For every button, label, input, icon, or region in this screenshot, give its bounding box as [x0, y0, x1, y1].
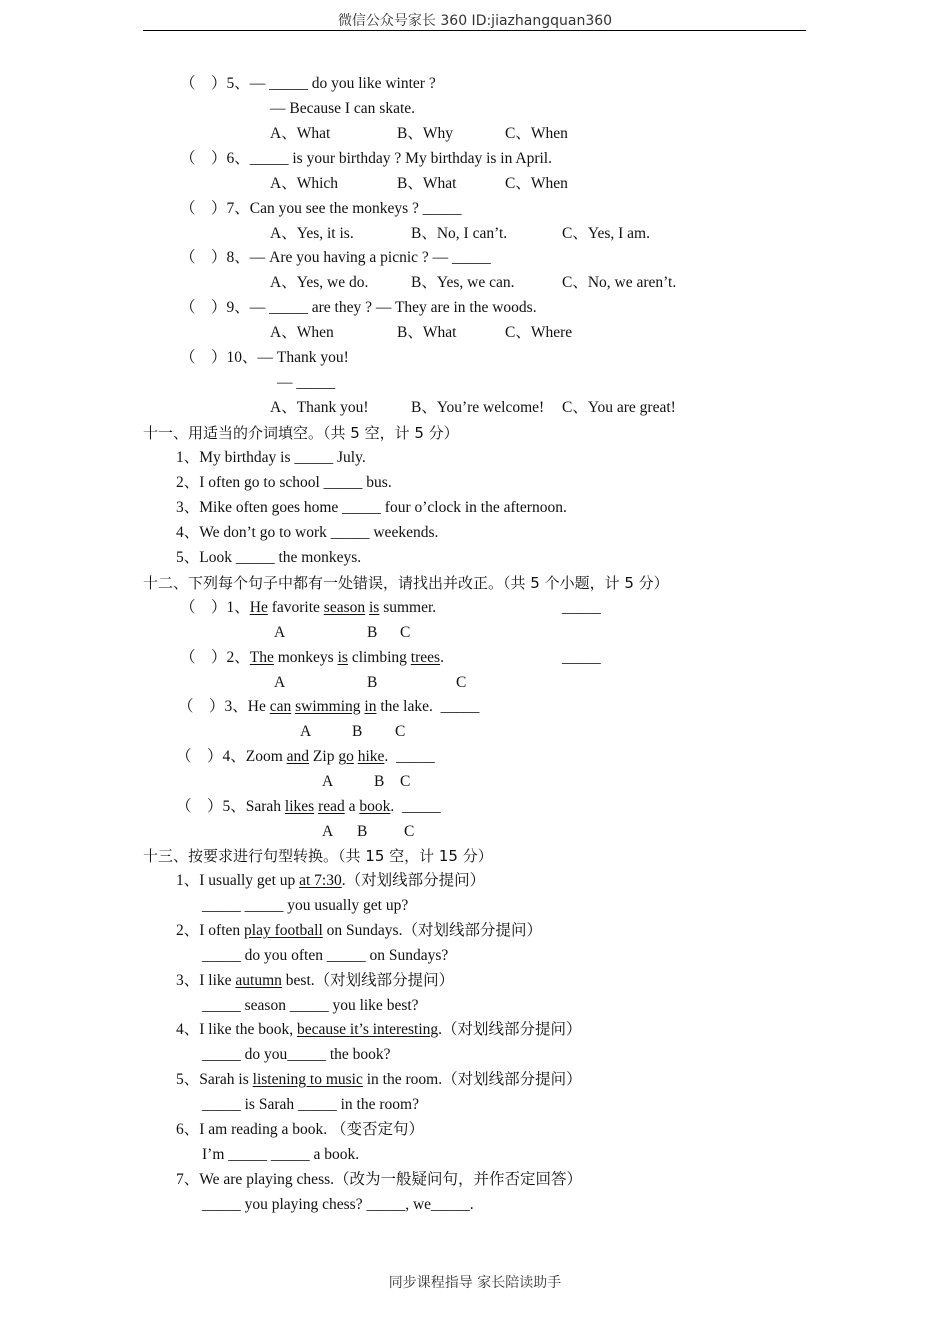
- s12-q4-label-c: C: [400, 773, 411, 790]
- s12-q5: （ ）5、Sarah likes read a book. _____: [176, 798, 441, 815]
- q6-stem: （ ）6、_____ is your birthday ? My birthday is in April.: [180, 150, 552, 167]
- s12-q2-word-b: is: [337, 649, 348, 666]
- q7-option-c: C、Yes, I am.: [562, 225, 650, 242]
- page-footer: 同步课程指导 家长陪读助手: [388, 1275, 562, 1291]
- s12-q1-label-c: C: [400, 624, 411, 641]
- s11-item-4: 4、We don’t go to work _____ weekends.: [176, 524, 439, 541]
- q9-option-b: B、What: [397, 324, 457, 341]
- q7-stem: （ ）7、Can you see the monkeys ? _____: [180, 200, 462, 217]
- s12-q2-word-c: trees: [410, 649, 441, 666]
- s13-item-5-answer: _____ is Sarah _____ in the room?: [202, 1096, 419, 1113]
- s11-item-3: 3、Mike often goes home _____ four o’clock in the afternoon.: [176, 499, 567, 516]
- section-11-title: 十一、用适当的介词填空。（共 5 空，计 5 分）: [143, 424, 459, 442]
- s12-q2-label-b: B: [367, 674, 378, 691]
- s12-q4-label-b: B: [374, 773, 385, 790]
- s13-item-5: 5、Sarah is listening to music in the room.（对划线部分提问）: [176, 1071, 582, 1088]
- s12-q3-word-b: swimming: [295, 698, 361, 715]
- s12-q2: （ ）2、The monkeys is climbing trees.: [180, 649, 444, 666]
- s12-q1-blank: _____: [562, 599, 601, 616]
- s13-item-3: 3、I like autumn best.（对划线部分提问）: [176, 972, 455, 989]
- s12-q1-word-c: is: [369, 599, 380, 616]
- q8-option-b: B、Yes, we can.: [411, 274, 515, 291]
- s12-q2-label-a: A: [274, 674, 286, 691]
- s12-q5-word-c: book: [359, 798, 391, 815]
- q6-option-a: A、Which: [270, 175, 339, 192]
- s12-q3-label-b: B: [352, 723, 363, 740]
- s13-item-4-answer: _____ do you_____ the book?: [202, 1046, 391, 1063]
- s12-q4-word-b: go: [338, 748, 354, 765]
- s13-item-7: 7、We are playing chess.（改为一般疑问句，并作否定回答）: [176, 1171, 583, 1188]
- s12-q3-label-c: C: [395, 723, 406, 740]
- s12-q1: （ ）1、He favorite season is summer.: [180, 599, 437, 616]
- q5-option-a: A、What: [270, 125, 331, 142]
- s12-q5-label-c: C: [404, 823, 415, 840]
- s12-q2-word-a: The: [249, 649, 274, 666]
- s11-item-5: 5、Look _____ the monkeys.: [176, 549, 362, 566]
- s12-q3-word-a: can: [269, 698, 292, 715]
- s13-item-7-answer: _____ you playing chess? _____, we_____.: [202, 1196, 474, 1213]
- q6-option-b: B、What: [397, 175, 457, 192]
- q5-option-b: B、Why: [397, 125, 453, 142]
- s12-q5-label-a: A: [322, 823, 334, 840]
- s13-item-4: 4、I like the book, because it’s interesting.（对划线部分提问）: [176, 1021, 582, 1038]
- s11-item-2: 2、I often go to school _____ bus.: [176, 474, 392, 491]
- q8-option-a: A、Yes, we do.: [270, 274, 369, 291]
- q8-option-c: C、No, we aren’t.: [562, 274, 677, 291]
- header-rule: [143, 30, 806, 31]
- s12-q3-word-c: in: [364, 698, 377, 715]
- q10-reply: — _____: [277, 374, 336, 391]
- q9-option-a: A、When: [270, 324, 334, 341]
- q10-option-c: C、You are great!: [562, 399, 676, 416]
- s12-q3-label-a: A: [300, 723, 312, 740]
- q9-option-c: C、Where: [505, 324, 573, 341]
- s12-q4-label-a: A: [322, 773, 334, 790]
- section-13-title: 十三、按要求进行句型转换。（共 15 空，计 15 分）: [143, 847, 493, 865]
- s12-q2-label-c: C: [456, 674, 467, 691]
- s12-q1-word-a: He: [249, 599, 268, 616]
- q6-option-c: C、When: [505, 175, 568, 192]
- s12-q2-blank: _____: [562, 649, 601, 666]
- s12-q5-word-a: likes: [284, 798, 315, 815]
- q7-option-a: A、Yes, it is.: [270, 225, 354, 242]
- q7-option-b: B、No, I can’t.: [411, 225, 508, 242]
- s12-q5-label-b: B: [357, 823, 368, 840]
- s12-q1-label-b: B: [367, 624, 378, 641]
- page-header: 微信公众号家长 360 ID:jiazhangquan360: [337, 13, 613, 29]
- q5-option-c: C、When: [505, 125, 568, 142]
- q5-stem: （ ）5、— _____ do you like winter ?: [180, 75, 436, 92]
- s12-q1-word-b: season: [323, 599, 366, 616]
- section-12-title: 十二、下列每个句子中都有一处错误，请找出并改正。（共 5 个小题，计 5 分）: [143, 574, 669, 592]
- s11-item-1: 1、My birthday is _____ July.: [176, 449, 366, 466]
- q8-stem: （ ）8、— Are you having a picnic ? — _____: [180, 249, 491, 266]
- s13-item-1-answer: _____ _____ you usually get up?: [202, 897, 409, 914]
- s12-q5-word-b: read: [318, 798, 345, 815]
- s13-item-1: 1、I usually get up at 7:30.（对划线部分提问）: [176, 872, 486, 889]
- s13-item-6: 6、I am reading a book. （变否定句）: [176, 1121, 424, 1138]
- q5-reply: — Because I can skate.: [270, 100, 416, 117]
- s12-q3: （ ）3、He can swimming in the lake. _____: [178, 698, 480, 715]
- s12-q4-word-a: and: [286, 748, 310, 765]
- s13-item-6-answer: I’m _____ _____ a book.: [202, 1146, 360, 1163]
- q10-stem: （ ）10、— Thank you!: [180, 349, 349, 366]
- s12-q4: （ ）4、Zoom and Zip go hike. _____: [176, 748, 435, 765]
- q10-option-b: B、You’re welcome!: [411, 399, 545, 416]
- q10-option-a: A、Thank you!: [270, 399, 369, 416]
- q9-stem: （ ）9、— _____ are they ? — They are in the woods.: [180, 299, 537, 316]
- s13-item-3-answer: _____ season _____ you like best?: [202, 997, 419, 1014]
- s12-q1-label-a: A: [274, 624, 286, 641]
- s13-item-2-answer: _____ do you often _____ on Sundays?: [202, 947, 449, 964]
- s13-item-2: 2、I often play football on Sundays.（对划线部分提问）: [176, 922, 542, 939]
- s12-q4-word-c: hike: [357, 748, 385, 765]
